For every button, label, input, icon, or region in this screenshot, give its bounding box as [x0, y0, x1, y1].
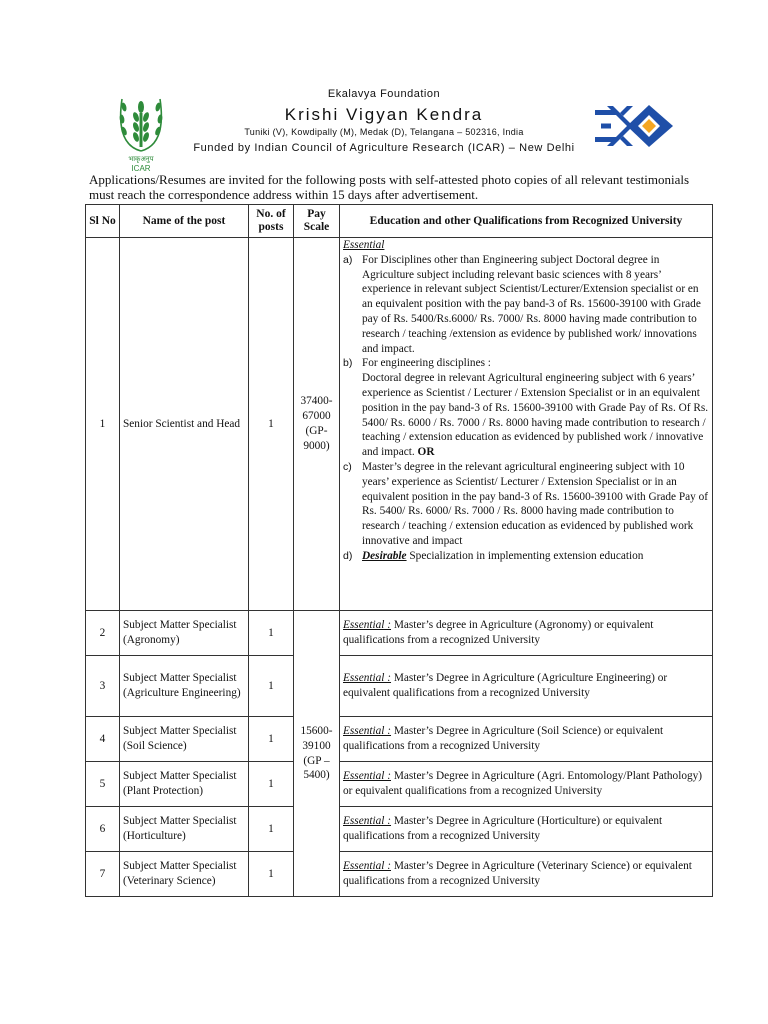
header-post-name: Name of the post — [120, 205, 249, 238]
cell-no-of-posts: 1 — [249, 611, 294, 656]
clause-text: For Disciplines other than Engineering subject Doctoral degree in Agriculture subject including relevant basic sciences with 8 years’ experience in relevant subject Scientist/Lecturer/Extension specialist or en an equivalent position with the pay band-3 of Rs. 15600-39100 with Grade pay of Rs. 5400/Rs.6000/ Rs. 7000/ Rs. 8000 having made contribution to research / teaching /extension as evidence by published work/ innovations and impact. — [362, 253, 701, 355]
table-row — [86, 717, 713, 762]
svg-text:ICAR: ICAR — [131, 164, 151, 173]
cell-qualifications — [340, 717, 713, 762]
table-row — [86, 762, 713, 807]
desirable-label: Desirable — [362, 549, 407, 562]
foundation-name: Ekalavya Foundation — [327, 88, 441, 100]
qualification-text: Master’s Degree in Agriculture (Veterinary Science) or equivalent qualifications from a recognized University — [343, 860, 692, 887]
cell-qualifications — [340, 238, 713, 611]
clause-text: Master’s degree in the relevant agricultural engineering subject with 10 years’ experience as Scientist/ Lecturer / Extension Specialist or in an equivalent position in the pay band-3 of Rs. 15600-39100 with Grade Pay of Rs. 5400/ Rs. 6000/ Rs. 7000 / Rs. 8000 having made contribution to research / teaching / extension education as evidenced by published work innovative and impact — [362, 460, 709, 547]
clause-label: d) — [343, 549, 353, 562]
qualification-text: Master’s Degree in Agriculture (Horticulture) or equivalent qualifications from a recognized University — [343, 815, 663, 842]
cell-sl-no: 5 — [86, 762, 120, 807]
essential-label: Essential : — [343, 672, 392, 685]
cell-qualifications — [340, 611, 713, 656]
page-title: Krishi Vigyan Kendra — [284, 105, 484, 124]
cell-sl-no: 1 — [86, 238, 120, 611]
posts-table — [85, 204, 713, 897]
cell-qualifications — [340, 656, 713, 717]
cell-sl-no: 4 — [86, 717, 120, 762]
funding-line: Funded by Indian Council of Agriculture Research (ICAR) – New Delhi — [193, 142, 575, 154]
clause-c — [343, 460, 709, 549]
address-line: Tuniki (V), Kowdipally (M), Medak (D), Telangana – 502316, India — [244, 127, 524, 137]
cell-post-name: Subject Matter Specialist (Veterinary Science) — [120, 852, 249, 897]
clause-d — [343, 549, 709, 564]
cell-sl-no: 2 — [86, 611, 120, 656]
cell-no-of-posts: 1 — [249, 717, 294, 762]
cell-post-name: Senior Scientist and Head — [120, 238, 249, 611]
qualification-text: Master’s Degree in Agriculture (Agri. Entomology/Plant Pathology) or equivalent qualifications from a recognized University — [343, 770, 703, 797]
clause-a — [343, 253, 709, 357]
cell-no-of-posts: 1 — [249, 762, 294, 807]
clause-label: c) — [343, 460, 352, 473]
header-pay-scale: Pay Scale — [294, 205, 340, 238]
cell-sl-no: 3 — [86, 656, 120, 717]
clause-intro: For engineering disciplines : — [362, 357, 491, 370]
svg-text:भाकृअनुप: भाकृअनुप — [128, 155, 154, 163]
cell-qualifications — [340, 807, 713, 852]
cell-post-name: Subject Matter Specialist (Agronomy) — [120, 611, 249, 656]
cell-no-of-posts: 1 — [249, 807, 294, 852]
qualification-text: Master’s Degree in Agriculture (Soil Science) or equivalent qualifications from a recognized University — [343, 725, 664, 752]
table-row — [86, 807, 713, 852]
clause-label: a) — [343, 253, 353, 266]
clause-text: Doctoral degree in relevant Agricultural engineering subject with 6 years’ experience as Scientist / Lecturer / Extension Specialist or in an equivalent position in the pay band-3 of Rs. 15600-39100 with Grade Pay of Rs. Of Rs. 5400/ Rs. 6000 / Rs. 7000 / Rs. 8000 having made contribution to research / teaching / extension education as evidenced by published work / innovative and impact. — [362, 372, 709, 459]
cell-post-name: Subject Matter Specialist (Horticulture) — [120, 807, 249, 852]
table-row — [86, 238, 713, 611]
essential-label: Essential : — [343, 725, 392, 738]
table-row — [86, 852, 713, 897]
cell-no-of-posts: 1 — [249, 852, 294, 897]
essential-label: Essential : — [343, 770, 392, 783]
intro-paragraph: Applications/Resumes are invited for the following posts with self-attested photo copies of all relevant testimonials must reach the correspondence address within 15 days after advertisement. — [89, 172, 690, 202]
essential-heading: Essential — [343, 239, 385, 251]
clause-text: Specialization in implementing extension education — [409, 549, 644, 562]
cell-sl-no: 7 — [86, 852, 120, 897]
clause-b — [343, 356, 709, 460]
header-qualifications: Education and other Qualifications from Recognized University — [340, 205, 713, 238]
header-sl-no: Sl No — [86, 205, 120, 238]
cell-post-name: Subject Matter Specialist (Soil Science) — [120, 717, 249, 762]
cell-qualifications — [340, 852, 713, 897]
clause-label: b) — [343, 357, 353, 370]
or-label: OR — [417, 446, 435, 459]
cell-post-name: Subject Matter Specialist (Plant Protection) — [120, 762, 249, 807]
essential-label: Essential : — [343, 619, 392, 632]
cell-qualifications — [340, 762, 713, 807]
essential-label: Essential : — [343, 860, 392, 873]
cell-sl-no: 6 — [86, 807, 120, 852]
qualification-text: Master’s Degree in Agriculture (Agriculture Engineering) or equivalent qualifications from a recognized University — [343, 672, 668, 699]
cell-pay-scale-shared: 15600-39100 (GP – 5400) — [294, 611, 340, 897]
table-header-row — [86, 205, 713, 238]
qualification-text: Master’s degree in Agriculture (Agronomy) or equivalent qualifications from a recognized University — [343, 619, 654, 646]
table-row — [86, 656, 713, 717]
cell-no-of-posts: 1 — [249, 656, 294, 717]
essential-label: Essential : — [343, 815, 392, 828]
cell-post-name: Subject Matter Specialist (Agriculture Engineering) — [120, 656, 249, 717]
cell-no-of-posts: 1 — [249, 238, 294, 611]
header-no-of-posts: No. of posts — [249, 205, 294, 238]
cell-pay-scale: 37400-67000 (GP-9000) — [294, 238, 340, 611]
table-row — [86, 611, 713, 656]
